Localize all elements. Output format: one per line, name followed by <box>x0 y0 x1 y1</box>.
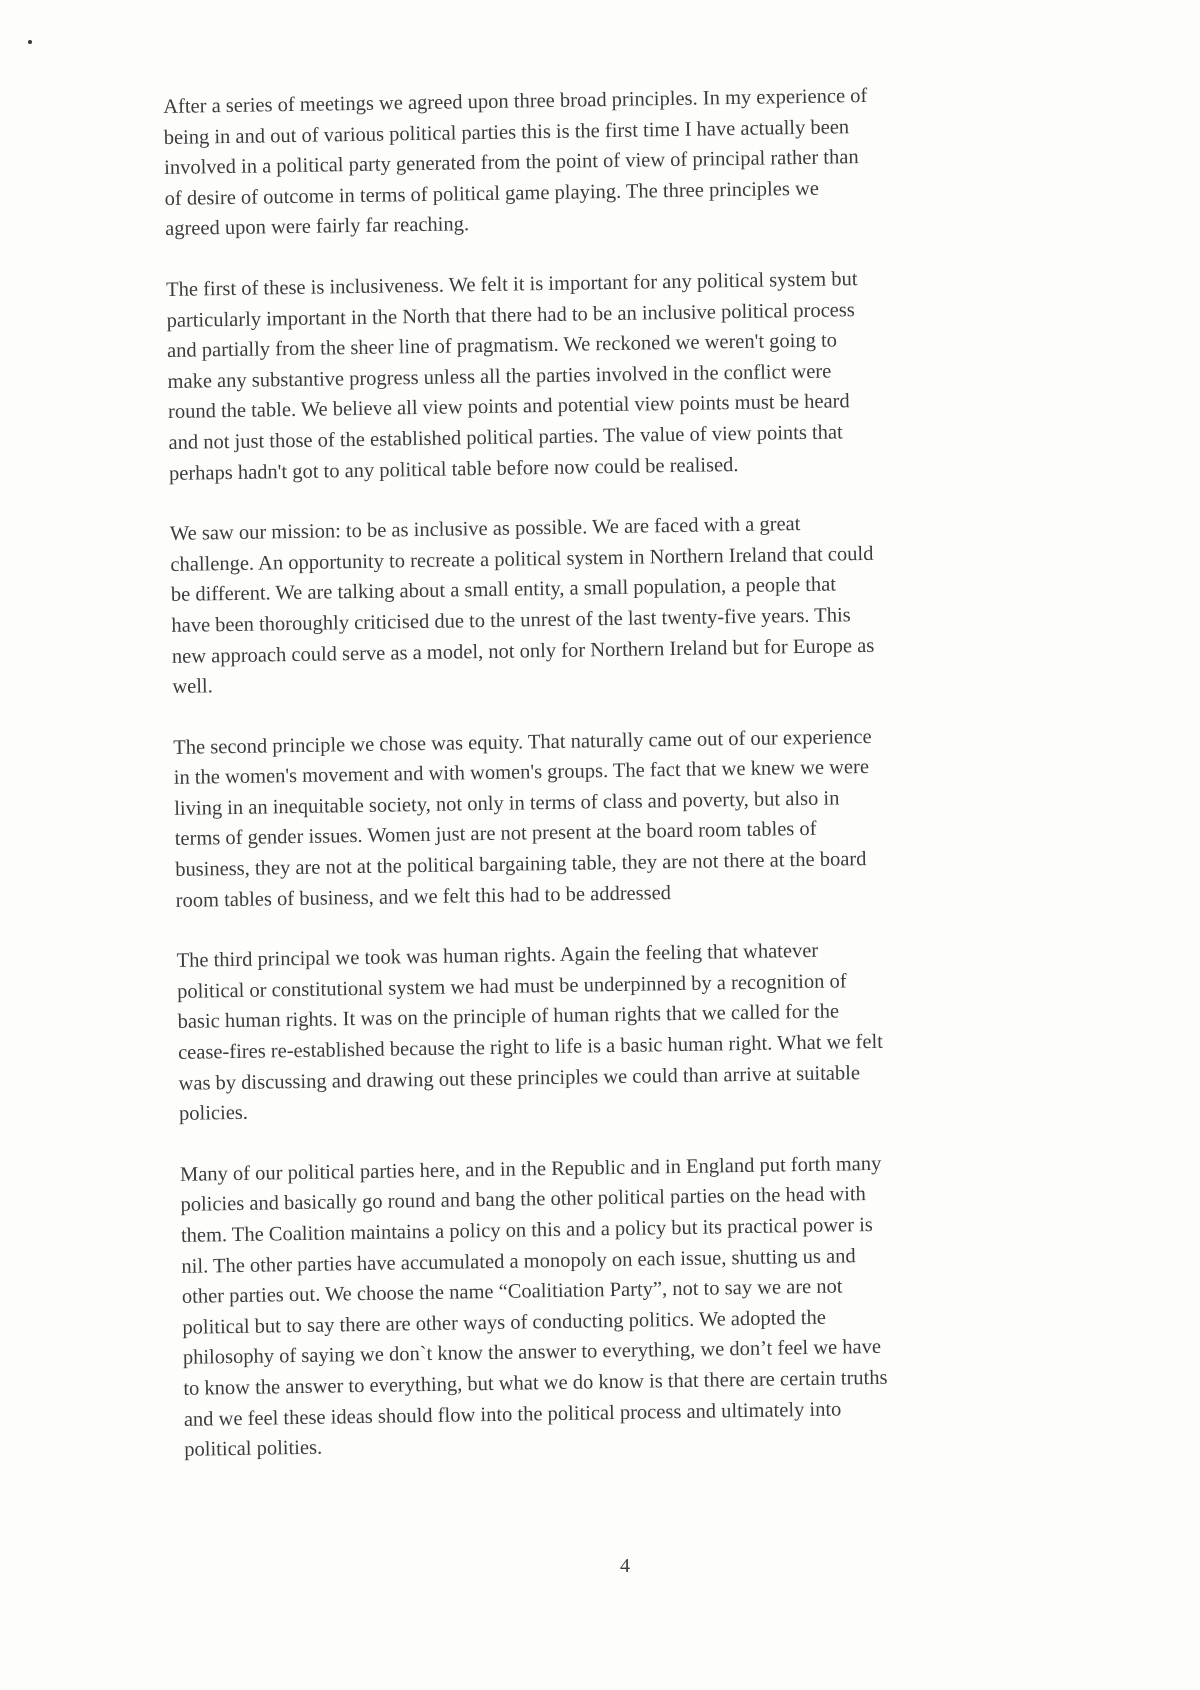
text-line: political polities. <box>184 1436 323 1461</box>
text-line: and not just those of the established political parties. The value of view points that <box>168 421 843 454</box>
text-line: cease-fires re-established because the right to life is a basic human right. What we felt <box>177 1030 884 1064</box>
paragraph-mission <box>170 505 1053 702</box>
text-line: particularly important in the North that there had to be an inclusive political process <box>166 298 855 332</box>
text-line: have been thoroughly criticised due to the unrest of the last twenty-five years. This <box>171 604 851 637</box>
text-line: was by discussing and drawing out these principles we could than arrive at suitable <box>178 1061 861 1095</box>
paragraph-equity <box>173 719 1056 916</box>
text-line: philosophy of saying we don`t know the answer to everything, we don’t feel we have <box>182 1336 882 1370</box>
text-line: new approach could serve as a model, not only for Northern Ireland but for Europe as <box>171 634 875 668</box>
text-line: be different. We are talking about a small entity, a small population, a people that <box>170 573 837 607</box>
text-line: terms of gender issues. Women just are not present at the board room tables of <box>174 818 817 851</box>
text-line: basic human rights. It was on the principle of human rights that we called for the <box>177 1000 840 1034</box>
text-line: make any substantive progress unless all the parties involved in the conflict were <box>167 360 832 393</box>
text-line: room tables of business, and we felt this had to be addressed <box>175 881 672 912</box>
text-line: them. The Coalition maintains a policy on this and a policy but its practical power is <box>180 1213 873 1247</box>
text-line: nil. The other parties have accumulated a monopoly on each issue, shutting us and <box>181 1244 856 1278</box>
text-line: round the table. We believe all view points and potential view points must be heard <box>167 390 850 424</box>
text-line: challenge. An opportunity to recreate a political system in Northern Ireland that could <box>170 542 874 576</box>
text-line: Many of our political parties here, and in the Republic and in England put forth many <box>179 1152 882 1186</box>
paragraph-principles-intro <box>163 78 1045 245</box>
text-line: well. <box>172 675 213 699</box>
text-line: involved in a political party generated from the point of view of principal rather than <box>164 146 859 180</box>
text-line: and partially from the sheer line of pragmatism. We reckoned we weren't going to <box>166 329 838 363</box>
paragraph-inclusiveness <box>166 261 1049 489</box>
paragraph-policies <box>180 1146 1065 1466</box>
text-line: of desire of outcome in terms of political game playing. The three principles we <box>164 177 820 210</box>
text-line: other parties out. We choose the name “Coalitiation Party”, not to say we are not <box>181 1275 843 1309</box>
body-text <box>163 78 1065 1495</box>
text-line: in the women's movement and with women's groups. The fact that we knew we were <box>173 756 870 790</box>
text-line: policies and basically go round and bang the other political parties on the head with <box>180 1183 866 1217</box>
text-line: and we feel these ideas should flow into the political process and ultimately into <box>183 1398 842 1431</box>
text-line: The third principal we took was human rights. Again the feeling that whatever <box>176 940 819 973</box>
text-line: perhaps hadn't got to any political table before now could be realised. <box>168 453 739 485</box>
text-line: We saw our mission: to be as inclusive as possible. We are faced with a great <box>169 513 801 546</box>
text-line: living in an inequitable society, not only in terms of class and poverty, but also in <box>174 787 840 820</box>
text-line: political or constitutional system we had must be underpinned by a recognition of <box>176 970 847 1003</box>
text-line: to know the answer to everything, but what we do know is that there are certain truths <box>183 1366 888 1400</box>
scan-speck <box>28 40 32 44</box>
text-line: The first of these is inclusiveness. We felt it is important for any political system but <box>165 268 858 301</box>
text-line: business, they are not at the political bargaining table, they are not there at the board <box>175 848 867 881</box>
text-line: political but to say there are other ways of conducting politics. We adopted the <box>182 1306 827 1339</box>
text-line: The second principle we chose was equity. That naturally came out of our experience <box>173 725 872 759</box>
paragraph-human-rights <box>176 932 1059 1129</box>
page-number: 4 <box>620 1555 630 1577</box>
text-line: being in and out of various political parties this is the first time I have actually been <box>163 115 850 149</box>
text-line: agreed upon were fairly far reaching. <box>164 213 470 241</box>
text-line: policies. <box>178 1102 249 1126</box>
text-line: After a series of meetings we agreed upon three broad principles. In my experience of <box>163 84 868 118</box>
